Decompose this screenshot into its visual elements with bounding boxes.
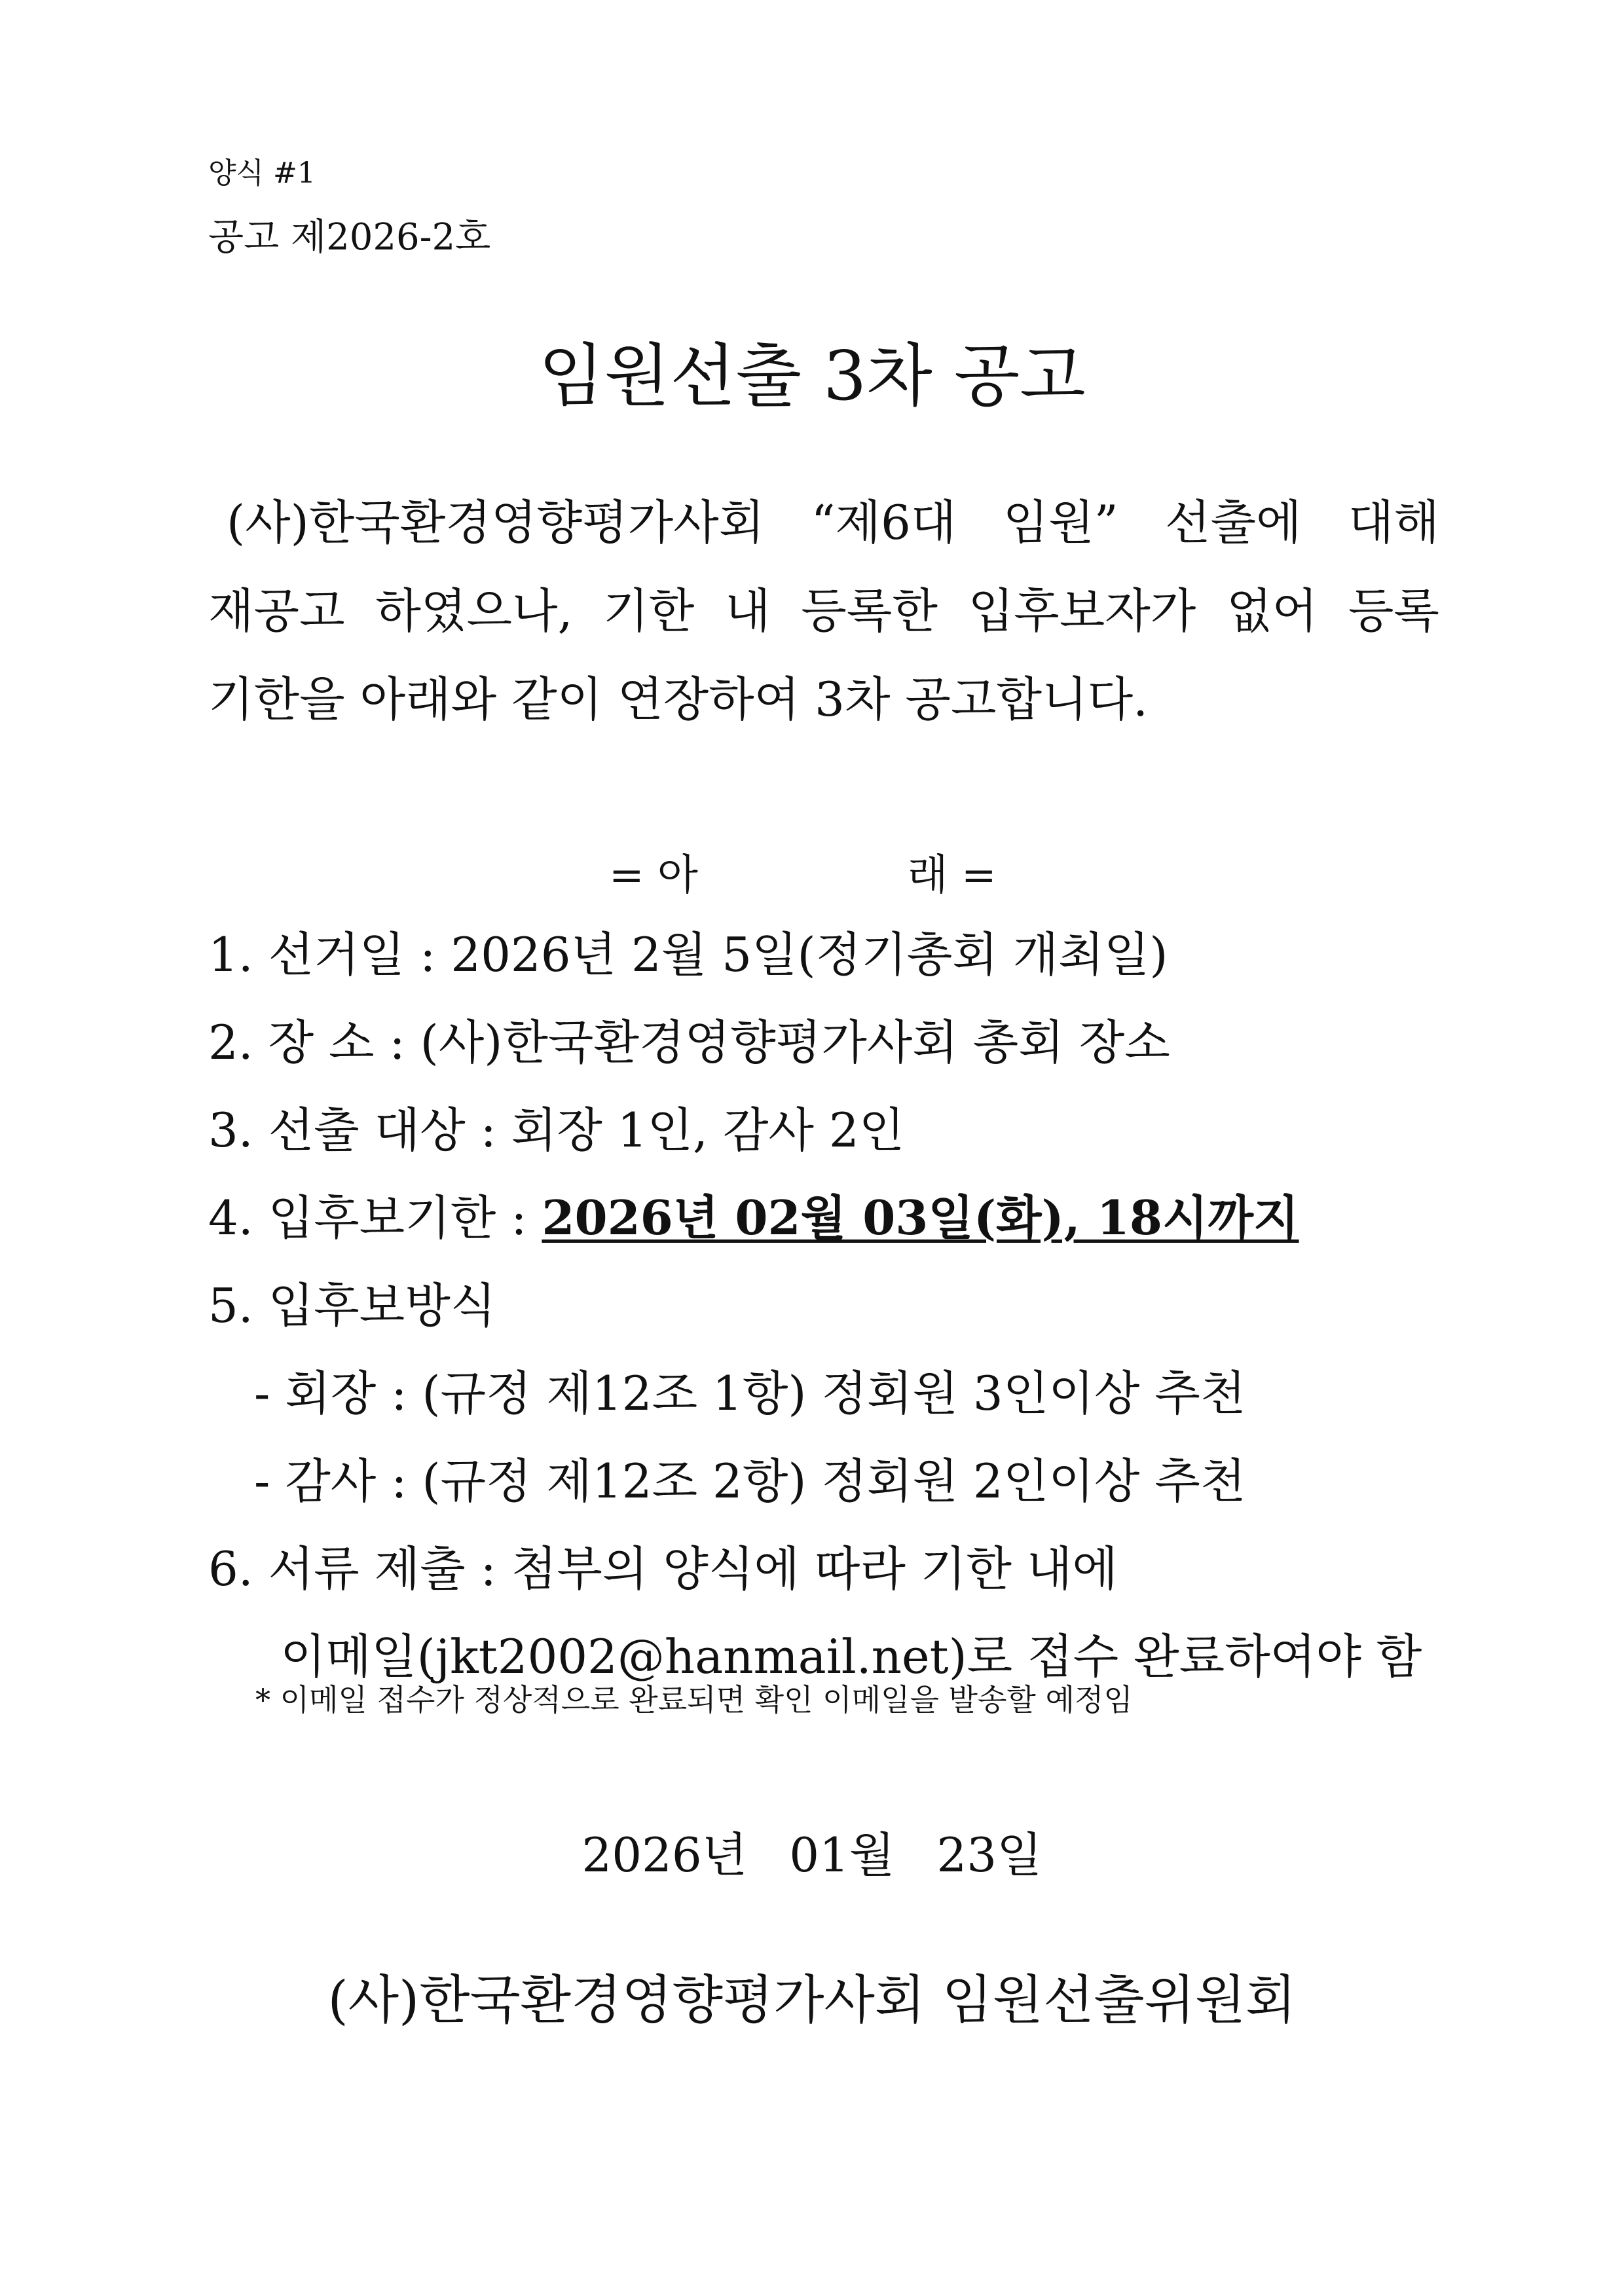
intro-line-1: (사)한국환경영향평가사회 “제6대 임원” 선출에 대해 bbox=[227, 495, 1439, 550]
item-deadline bbox=[208, 1180, 1422, 1268]
item-venue: 2. 장 소 : (사)한국환경영향평가사회 총회 장소 bbox=[208, 1015, 1170, 1070]
issue-year: 2026년 bbox=[581, 1827, 748, 1882]
issue-month: 01월 bbox=[789, 1827, 895, 1882]
issue-date bbox=[0, 1817, 1624, 1885]
arae-heading bbox=[609, 841, 997, 902]
deadline-value: 2026년 02월 03일(화), 18시까지 bbox=[542, 1190, 1299, 1245]
notice-items bbox=[208, 917, 1422, 1706]
item-documents: 6. 서류 제출 : 첨부의 양식에 따라 기한 내에 bbox=[208, 1541, 1118, 1596]
intro-line-2: 재공고 하였으나, 기한 내 등록한 입후보자가 없어 등록 bbox=[208, 583, 1439, 638]
arae-right: 래 = bbox=[907, 851, 997, 900]
signature: (사)한국환경영향평가사회 임원선출위원회 bbox=[327, 1970, 1297, 2030]
deadline-label: 4. 입후보기한 : bbox=[208, 1190, 542, 1245]
intro-line-3: 기한을 아래와 같이 연장하여 3차 공고합니다. bbox=[208, 672, 1149, 727]
footnote: * 이메일 접수가 정상적으로 완료되면 확인 이메일을 발송할 예정임 bbox=[255, 1682, 1133, 1717]
method-president: - 회장 : (규정 제12조 1항) 정회원 3인이상 추천 bbox=[254, 1366, 1246, 1421]
intro-paragraph bbox=[208, 485, 1439, 750]
item-targets: 3. 선출 대상 : 회장 1인, 감사 2인 bbox=[208, 1103, 905, 1158]
page-title: 임원선출 3차 공고 bbox=[538, 336, 1086, 416]
item-method: 5. 입후보방식 bbox=[208, 1278, 496, 1333]
notice-number: 공고 제2026-2호 bbox=[208, 216, 491, 259]
documents-email: 이메일(jkt2002@hanmail.net)로 접수 완료하여야 함 bbox=[280, 1629, 1422, 1684]
item-election-date: 1. 선거일 : 2026년 2월 5일(정기총회 개최일) bbox=[208, 927, 1168, 982]
issue-day: 23일 bbox=[936, 1827, 1043, 1882]
method-auditor: - 감사 : (규정 제12조 2항) 정회원 2인이상 추천 bbox=[254, 1454, 1246, 1509]
form-label: 양식 #1 bbox=[208, 156, 316, 190]
arae-left: = 아 bbox=[609, 851, 698, 900]
